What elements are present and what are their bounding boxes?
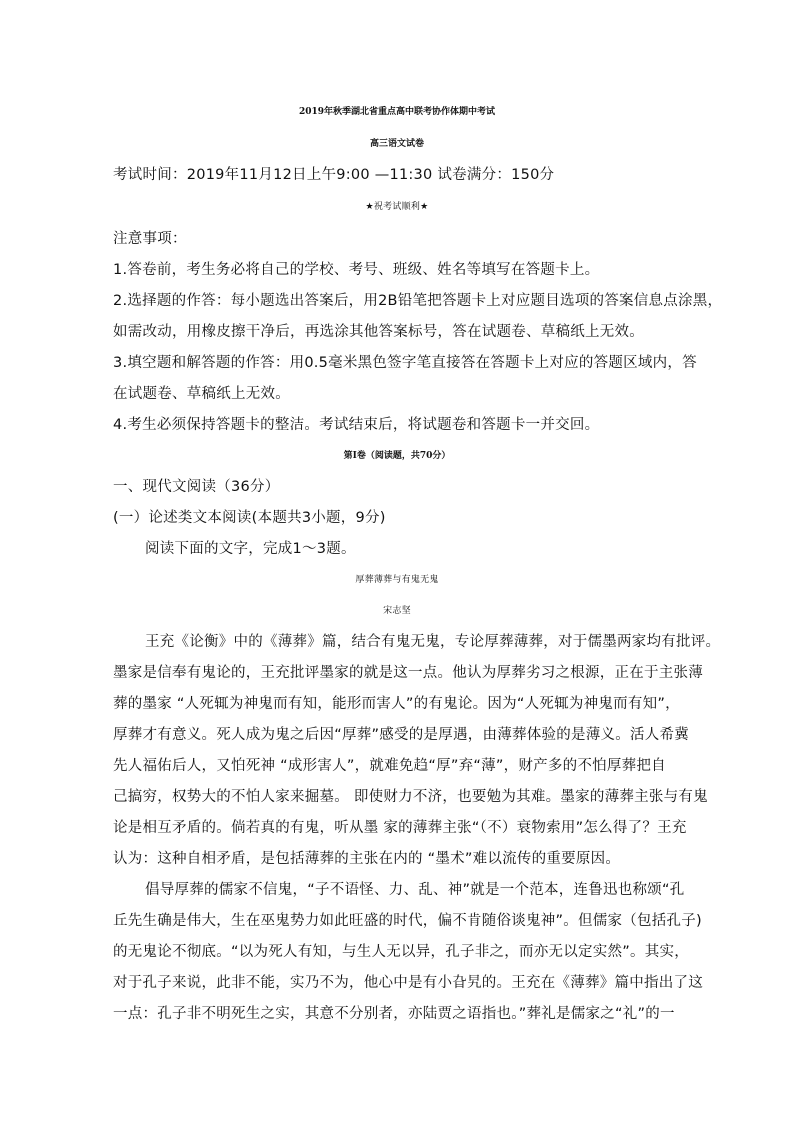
article-line: 丘先生确是伟大，生在巫鬼势力如此旺盛的时代，偏不肯随俗谈鬼神”。但儒家（包括孔子)	[113, 913, 702, 929]
section-heading: 第Ⅰ卷（阅读题，共70分）	[343, 451, 451, 461]
paper-subtitle: 高三语文试卷	[369, 139, 424, 149]
article-author: 宋志坚	[383, 606, 411, 616]
article-line: 己搞穷，权势大的不怕人家来掘墓。 即使财力不济，也要勉为其难。墨家的薄葬主张与有鬼	[113, 789, 708, 805]
notice-item-1: 1.答卷前，考生务必将自己的学校、考号、班级、姓名等填写在答题卡上。	[113, 262, 600, 278]
article-line: 墨家是信奉有鬼论的，王充批评墨家的就是这一点。他认为厚葬劣习之根源，正在于主张薄	[113, 665, 703, 681]
article-line: 对于孔子来说，此非不能，实乃不为，他心中是有小旮旯的。王充在《薄葬》篇中指出了这	[113, 975, 703, 991]
notice-item-3b: 在试题卷、草稿纸上无效。	[113, 386, 290, 402]
subpart-heading: (一）论述类文本阅读(本题共3小题，9分)	[113, 510, 386, 526]
article-title: 厚葬薄葬与有鬼无鬼	[355, 575, 439, 585]
notice-item-2a: 2.选择题的作答：每小题选出答案后，用2B铅笔把答题卡上对应题目选项的答案信息点涂黑，	[113, 293, 723, 309]
article-line: 先人福佑后人，又怕死神 “成形害人”，就难免趋“厚”弃“薄”，财产多的不怕厚葬把自	[113, 758, 666, 774]
reading-instruction: 阅读下面的文字，完成1～3题。	[145, 541, 356, 557]
article-line: 一点：孔子非不明死生之实，其意不分别者，亦陆贾之语指也。”葬礼是儒家之“礼”的一	[113, 1006, 675, 1022]
exam-info: 考试时间：2019年11月12日上午9:00 —11:30 试卷满分：150分	[113, 167, 555, 183]
article-line: 论是相互矛盾的。倘若真的有鬼，听从墨 家的薄葬主张“（不）衰物索用”怎么得了？王充	[113, 820, 687, 836]
exam-title: 2019年秋季湖北省重点高中联考协作体期中考试	[298, 107, 496, 117]
part-heading: 一、现代文阅读（36分）	[113, 479, 280, 495]
notice-item-2b: 如需改动，用橡皮擦干净后，再选涂其他答案标号，答在试题卷、草稿纸上无效。	[113, 324, 644, 340]
notice-heading: 注意事项：	[113, 231, 187, 247]
article-line: 的无鬼论不彻底。“以为死人有知，与生人无以异，孔子非之，而亦无以定实然”。其实，	[113, 944, 690, 960]
blessing-line: ★祝考试顺利★	[365, 202, 429, 212]
article-line: 认为：这种自相矛盾，是包括薄葬的主张在内的 “墨术”难以流传的重要原因。	[113, 851, 621, 867]
article-line: 倡导厚葬的儒家不信鬼，“子不语怪、力、乱、神”就是一个范本，连鲁迅也称颂“孔	[145, 882, 685, 898]
notice-item-3a: 3.填空题和解答题的作答：用0.5毫米黑色签字笔直接答在答题卡上对应的答题区域内，答	[113, 355, 697, 371]
notice-item-4: 4.考生必须保持答题卡的整洁。考试结束后，将试题卷和答题卡一并交回。	[113, 417, 600, 433]
article-line: 厚葬才有意义。死人成为鬼之后因“厚葬”感受的是厚遇，由薄葬体验的是薄义。活人希冀	[113, 727, 690, 743]
article-line: 王充《论衡》中的《薄葬》篇，结合有鬼无鬼，专论厚葬薄葬，对于儒墨两家均有批评。	[145, 634, 721, 650]
article-line: 葬的墨家 “人死辄为神鬼而有知，能形而害人”的有鬼论。因为“人死辄为神鬼而有知”，	[113, 696, 680, 712]
